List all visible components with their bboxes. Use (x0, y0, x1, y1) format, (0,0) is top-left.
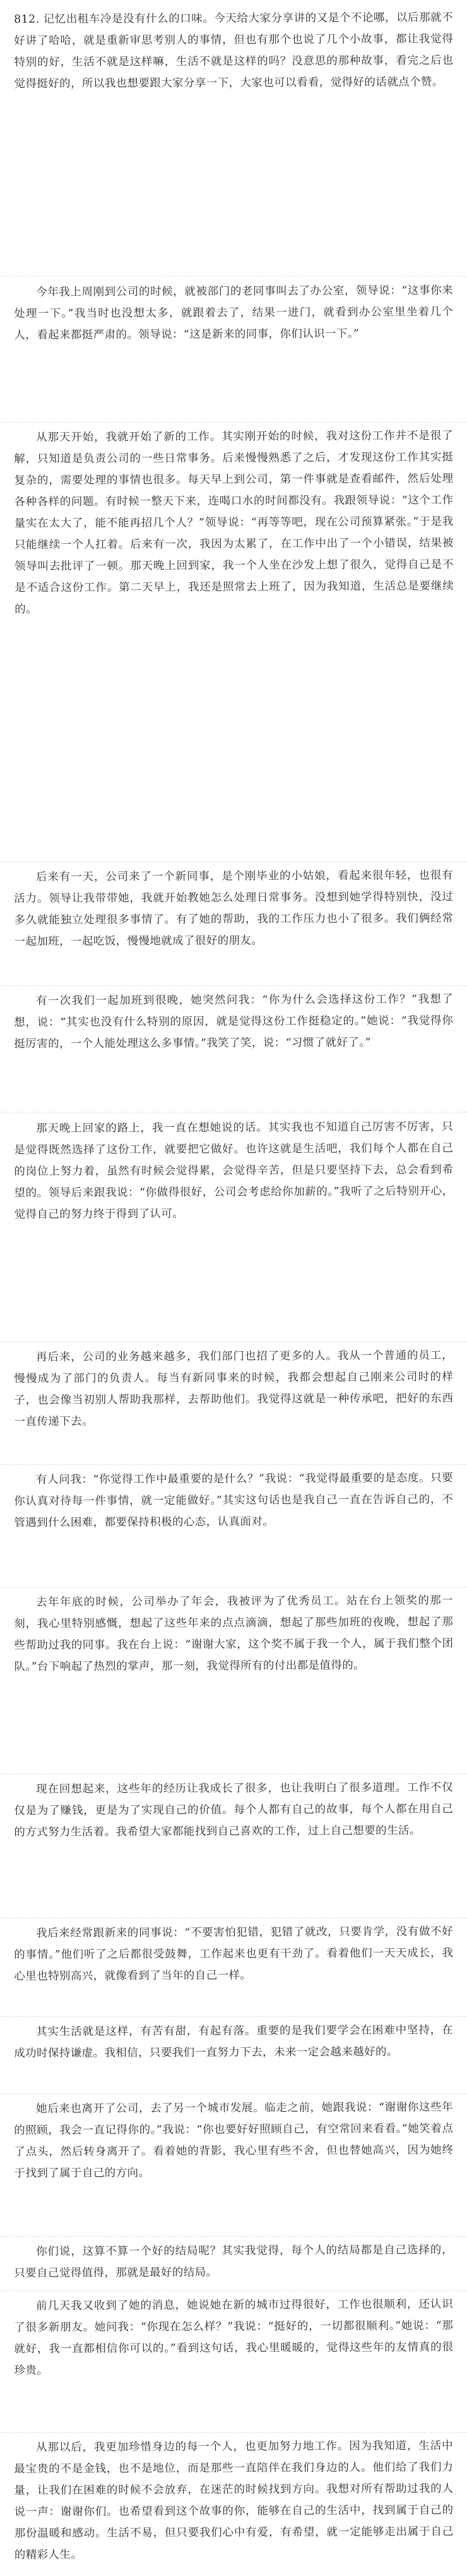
divider (0, 985, 467, 986)
divider (0, 276, 467, 277)
divider (0, 1464, 467, 1465)
paragraph: 现在回想起来，这些年的经历让我成长了很多，也让我明白了很多道理。工作不仅仅是为了赚钱，更是为了实现自己的价值。每个人都有自己的故事，每个人都在用自己的方式努力生活着。我希望大家都能找到自己喜欢的工作，过上自己想要的生活。 (14, 1781, 454, 1839)
paragraph: 再后来，公司的业务越来越多，我们部门也招了更多的人。我从一个普通的员工，慢慢成为了部门的负责人。每当有新同事来的时候，我都会想起自己刚来公司时的样子，也会像当初别人帮助我那样，去帮助他们。我觉得这就是一种传承吧，把好的东西一直传递下去。 (14, 1349, 454, 1428)
paragraph: 她后来也离开了公司，去了另一个城市发展。临走之前，她跟我说：“谢谢你这些年的照顾，我会一直记得你的。”我说：“你也要好好照顾自己，有空常回来看看。”她笑着点了点头，然后转身离开了。看着她的背影，我心里有些不舍，但也替她高兴，因为她终于找到了属于自己的方向。 (14, 2100, 454, 2180)
divider (0, 2290, 467, 2291)
paragraph: 后来有一天，公司来了一个新同事，是个刚毕业的小姑娘，看起来很年轻，也很有活力。领导让我带带她，我就开始教她怎么处理日常事务。没想到她学得特别快，没过多久就能独立处理很多事情了。有了她的帮助，我的工作压力也小了很多。我们俩经常一起加班，一起吃饭，慢慢地就成了很好的朋友。 (14, 869, 454, 948)
paragraph: 有一次我们一起加班到很晚，她突然问我：“你为什么会选择这份工作？”我想了想，说：“其实也没有什么特别的原因，就是觉得这份工作挺稳定的。”她说：“我觉得你挺厉害的，一个人能处理这么多事情。”我笑了笑，说：“习惯了就好了。” (14, 992, 454, 1050)
paragraph: 812. 记忆出租车冷是没有什么的口味。今天给大家分享讲的又是个不论哪，以后那就不好讲了哈哈，就是重新审思考别人的事情，但也有那个也说了几个小故事，都让我觉得特别的好，生活不就是这样嘛，生活不就是这样的吗？没意思的那种故事，看完之后也觉得挺好的，所以我也想要跟大家分享一下，大家也可以看看，觉得好的话就点个赞。 (14, 11, 454, 90)
paragraph: 今年我上周刚到公司的时候，就被部门的老同事叫去了办公室，领导说：“这事你来处理一下。”我当时也没想太多，就跟着去了，结果一进门，就看到办公室里坐着几个人，看起来都挺严肃的。领导说：“这是新来的同事，你们认识一下。” (14, 284, 454, 342)
paragraph: 前几天我又收到了她的消息，她说她在新的城市过得很好，工作也很顺利，还认识了很多新朋友。她问我：“你现在怎么样？”我说：“挺好的，一切都很顺利。”她说：“那就好，我一直都相信你可以的。”看到这句话，我心里暖暖的，觉得这些年的友情真的很珍贵。 (14, 2297, 454, 2377)
divider (0, 2432, 467, 2433)
divider (0, 2016, 467, 2017)
divider (0, 422, 467, 423)
paragraph: 有人问我：“你觉得工作中最重要的是什么？”我说：“我觉得最重要的是态度。只要你认真对待每一件事情，就一定能做好。”其实这句话也是我自己一直在告诉自己的，不管遇到什么困难，都要保持积极的心态，认真面对。 (14, 1471, 454, 1529)
divider (0, 2093, 467, 2094)
paragraph: 去年年底的时候，公司举办了年会，我被评为了优秀员工。站在台上领奖的那一刻，我心里特别感慨，想起了这些年来的点点滴滴，想起了那些加班的夜晚，想起了那些帮助过我的同事。我在台上说：“谢谢大家，这个奖不属于我一个人，属于我们整个团队。”台下响起了热烈的掌声，那一刻，我觉得所有的付出都是值得的。 (14, 1594, 454, 1673)
paragraph: 那天晚上回家的路上，我一直在想她说的话。其实我也不知道自己厉害不厉害，只是觉得既然选择了这份工作，就要把它做好。也许这就是生活吧，我们每个人都在自己的岗位上努力着，虽然有时候会觉得累，会觉得辛苦，但是只要坚持下去，总会看到希望的。领导后来跟我说：“你做得很好，公司会考虑给你加薪的。”我听了之后特别开心，觉得自己的努力终于得到了认可。 (14, 1120, 454, 1221)
paragraph: 我后来经常跟新来的同事说：“不要害怕犯错，犯错了就改，只要肯学，没有做不好的事情。”他们听了之后都很受鼓舞，工作起来也更有干劲了。看着他们一天天成长，我心里也特别高兴，就像看到了当年的自己一样。 (14, 1925, 454, 1983)
divider (0, 2236, 467, 2237)
paragraph: 从那天开始，我就开始了新的工作。其实刚开始的时候，我对这份工作并不是很了解，只知道是负责公司的一些日常事务。后来慢慢熟悉了之后，才发现这份工作其实挺复杂的，需要处理的事情也很多。每天早上到公司，第一件事就是查看邮件，然后处理各种各样的问题。有时候一整天下来，连喝口水的时间都没有。我跟领导说：“这个工作量实在太大了，能不能再招几个人？”领导说：“再等等吧，现在公司预算紧张。”于是我只能继续一个人扛着。后来有一次，我因为太累了，在工作中出了一个小错误，结果被领导叫去批评了一顿。那天晚上回到家，我一个人坐在沙发上想了很久，觉得自己是不是不适合这份工作。第二天早上，我还是照常去上班了，因为我知道，生活总是要继续的。 (14, 429, 454, 616)
paragraph: 其实生活就是这样，有苦有甜，有起有落。重要的是我们要学会在困难中坚持，在成功时保持谦虚。我相信，只要我们一直努力下去，未来一定会越来越好的。 (14, 2023, 454, 2060)
paragraph: 你们说，这算不算一个好的结局呢？其实我觉得，每个人的结局都是自己选择的，只要自己觉得值得，那就是最好的结局。 (14, 2243, 454, 2280)
paragraph: 从那以后，我更加珍惜身边的每一个人，也更加努力地工作。因为我知道，生活中最宝贵的不是金钱，也不是地位，而是那些一直陪伴在我们身边的人。他们给了我们力量，让我们在困难的时候不会放弃，在迷茫的时候找到方向。我想对所有帮助过我的人说一声：谢谢你们。也希望看到这个故事的你，能够在自己的生活中，找到属于自己的那份温暖和感动。生活不易，但只要我们心中有爱，有希望，就一定能够走出属于自己的精彩人生。 (14, 2439, 454, 2561)
